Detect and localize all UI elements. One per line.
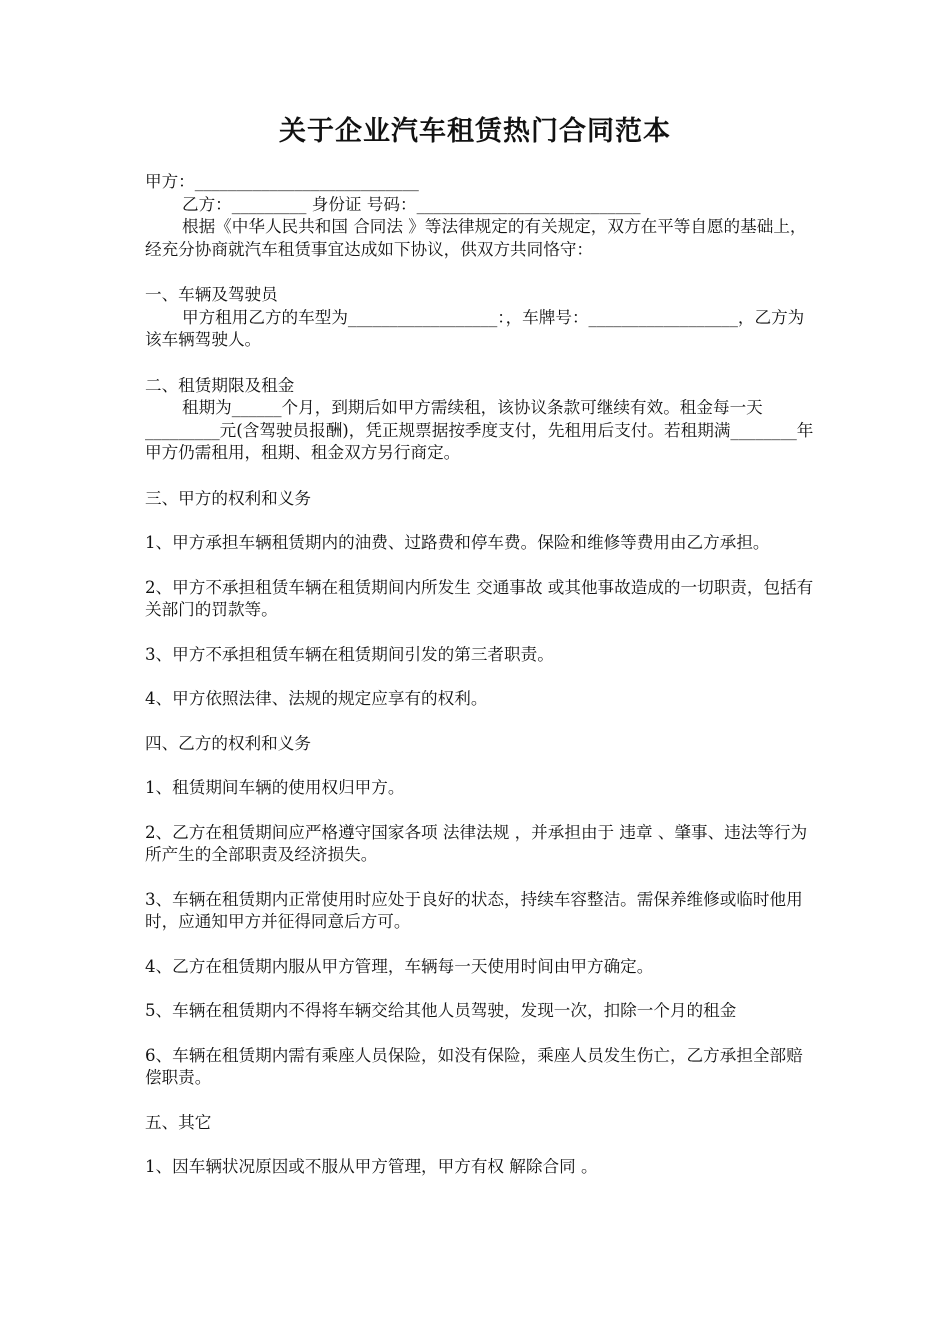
section-heading: 五、其它: [145, 1112, 212, 1132]
section-heading: 三、甲方的权利和义务: [145, 488, 311, 508]
clause-item: 1、租赁期间车辆的使用权归甲方。: [145, 778, 405, 797]
section-paragraph: 甲方租用乙方的车型为__________________：，车牌号：__________________，乙方为该车辆驾驶人。: [145, 307, 805, 349]
clause-item: 1、因车辆状况原因或不服从甲方管理，甲方有权 解除合同 。: [145, 1157, 598, 1176]
document-body: [145, 171, 817, 1179]
clause-item: 2、乙方在租赁期间应严格遵守国家各项 法律法规 ，并承担由于 违章 、肇事、违法等行为所产生的全部职责及经济损失。: [145, 822, 808, 864]
section-heading: 一、车辆及驾驶员: [145, 285, 278, 304]
party-b-line: 乙方：_________ 身份证 号码：___________________________: [182, 194, 641, 214]
clause-item: 4、甲方依照法律、法规的规定应享有的权利。: [145, 689, 488, 708]
clause-item: 1、甲方承担车辆租赁期内的油费、过路费和停车费。保险和维修等费用由乙方承担。: [145, 533, 770, 552]
section-heading: 二、租赁期限及租金: [145, 375, 295, 395]
clause-item: 5、车辆在租赁期内不得将车辆交给其他人员驾驶，发现一次，扣除一个月的租金: [145, 1001, 737, 1020]
clause-item: 6、车辆在租赁期内需有乘座人员保险，如没有保险，乘座人员发生伤亡，乙方承担全部赔偿职责。: [145, 1045, 803, 1087]
party-a-line: 甲方：___________________________: [145, 172, 419, 191]
document-title: 关于企业汽车租赁热门合同范本: [279, 116, 671, 147]
clause-item: 2、甲方不承担租赁车辆在租赁期间内所发生 交通事故 或其他事故造成的一切职责，包括有关部门的罚款等。: [145, 577, 814, 619]
section-paragraph: 租期为______个月，到期后如甲方需续租，该协议条款可继续有效。租金每一天_________元(含驾驶员报酬)，凭正规票据按季度支付，先租用后支付。若租期满________年甲方仍需租用，租期、租金双方另行商定。: [145, 398, 814, 462]
clause-item: 4、乙方在租赁期内服从甲方管理，车辆每一天使用时间由甲方确定。: [145, 956, 654, 976]
section-heading: 四、乙方的权利和义务: [145, 733, 311, 753]
clause-item: 3、甲方不承担租赁车辆在租赁期间引发的第三者职责。: [145, 644, 554, 664]
intro-paragraph: 根据《中华人民共和国 合同法 》等法律规定的有关规定，双方在平等自愿的基础上，经充分协商就汽车租赁事宜达成如下协议，供双方共同恪守：: [145, 217, 807, 259]
clause-item: 3、车辆在租赁期内正常使用时应处于良好的状态，持续车容整洁。需保养维修或临时他用时，应通知甲方并征得同意后方可。: [145, 889, 803, 931]
